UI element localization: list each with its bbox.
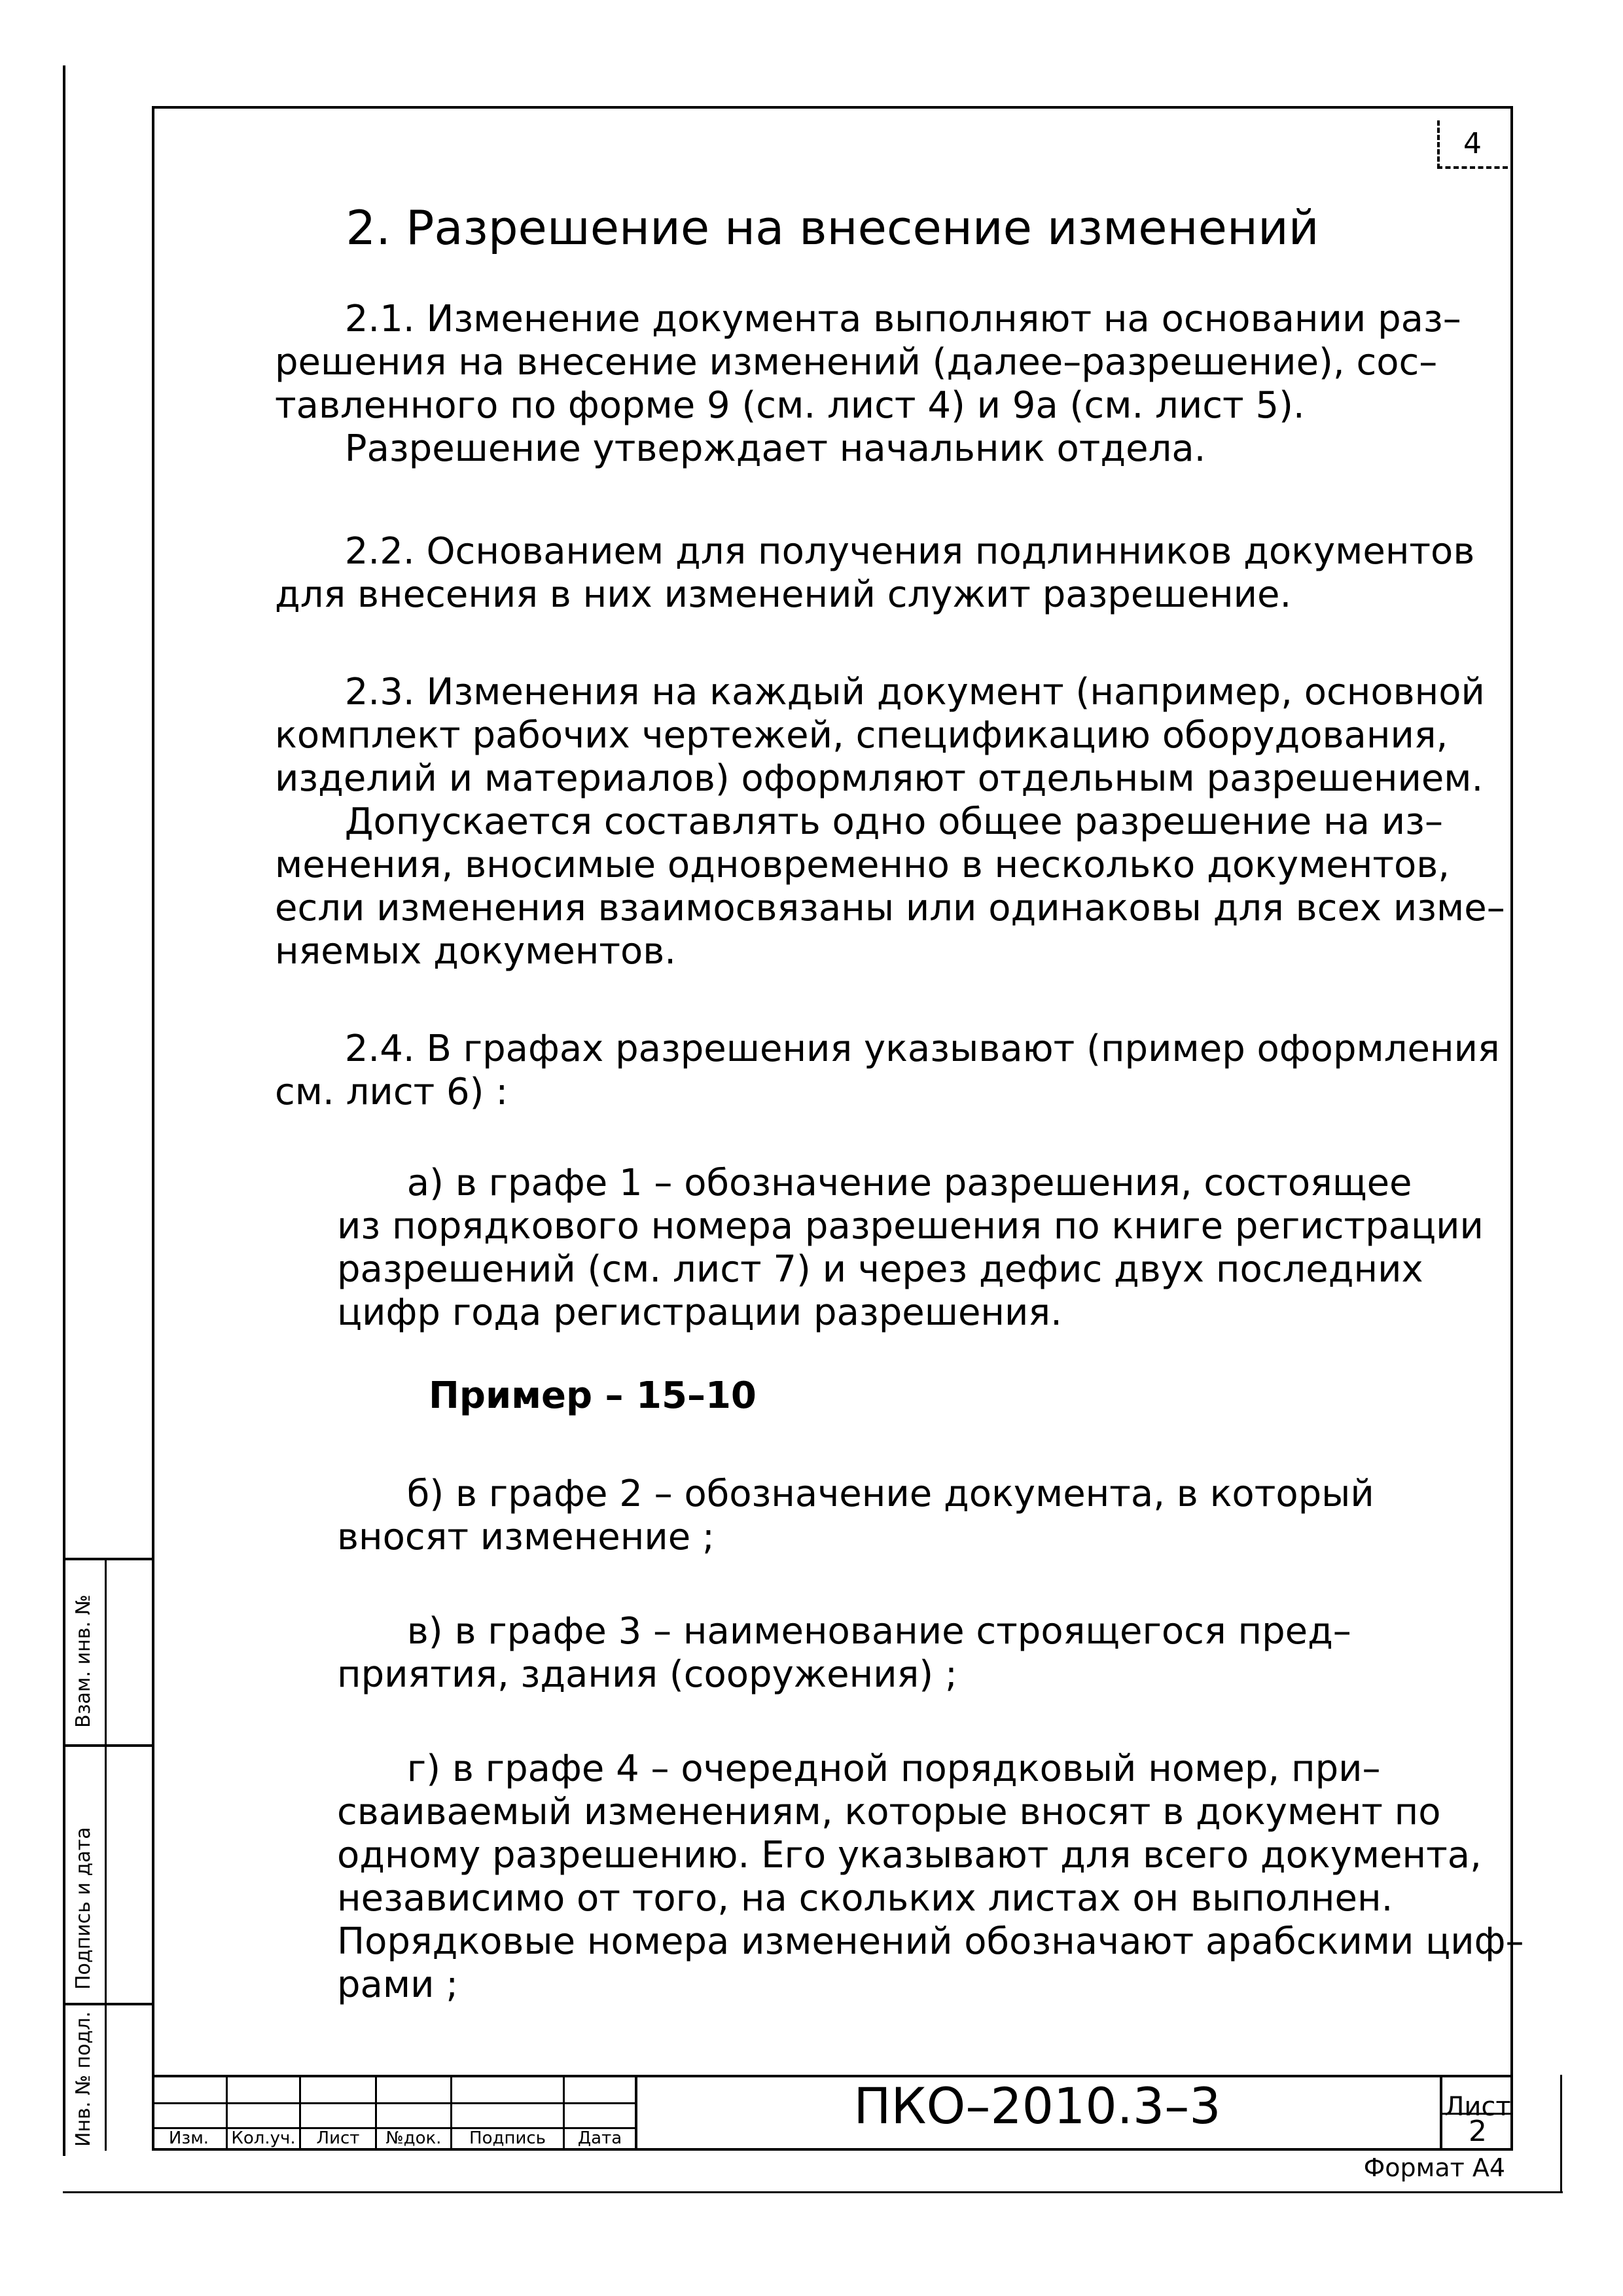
section-title: 2. Разрешение на внесение изменений <box>346 200 1319 255</box>
page-number: 4 <box>1463 127 1482 160</box>
side-label-vzam-inv: Взам. инв. № <box>72 1594 95 1728</box>
column-list: Лист <box>316 2128 360 2148</box>
sheet-number: 2 <box>1469 2115 1487 2148</box>
side-stamp-divider-1 <box>63 1744 152 1747</box>
item-v: в) в графе 3 – наименование строящегося пред– приятия, здания (сооружения) ; <box>337 1610 1351 1696</box>
column-n-dok: №док. <box>385 2128 442 2148</box>
bottom-border-line <box>63 2191 1563 2193</box>
sheet-label: Лист <box>1444 2092 1511 2122</box>
format-label: Формат А4 <box>1363 2153 1505 2182</box>
paragraph-2-1: 2.1. Изменение документа выполняют на основании раз– решения на внесение изменений (далее–разрешение), сос– тавленного по форме 9 (см. лист 4) и 9а (см. лист 5). Разрешение утверждает начальник отдела. <box>275 298 1461 470</box>
column-data: Дата <box>577 2128 622 2148</box>
paragraph-2-3: 2.3. Изменения на каждый документ (например, основной комплект рабочих чертежей, спецификацию оборудования, изделий и материалов) оформляют отдельным разрешением. Допускается составлять одно общее разрешение на из– менения, вносимые одновременно в несколько документов, если изменения взаимосвязаны или одинаковы для всех изме– няемых документов. <box>275 671 1505 973</box>
side-label-podpis-data: Подпись и дата <box>72 1827 95 1990</box>
paragraph-2-4: 2.4. В графах разрешения указывают (пример оформления см. лист 6) : <box>275 1028 1500 1113</box>
example-line: Пример – 15–10 <box>429 1374 757 1417</box>
side-label-inv-podl: Инв. № подл. <box>72 2011 95 2147</box>
side-stamp-divider-2 <box>63 2003 152 2005</box>
column-izm: Изм. <box>168 2128 209 2148</box>
document-code: ПКО–2010.3–3 <box>853 2077 1221 2135</box>
item-a: а) в графе 1 – обозначение разрешения, состоящее из порядкового номера разрешения по книге регистрации разрешений (см. лист 7) и через дефис двух последних цифр года регистрации разрешения. <box>337 1162 1484 1334</box>
column-kol-uch: Кол.уч. <box>231 2128 296 2148</box>
paragraph-2-2: 2.2. Основанием для получения подлинников документов для внесения в них изменений служит разрешение. <box>275 530 1475 616</box>
side-stamp-column <box>105 1558 107 2151</box>
item-g: г) в графе 4 – очередной порядковый номер, при– сваиваемый изменениям, которые вносят в документ по одному разрешению. Его указывают для всего документа, независимо от того, на скольких листах он выполнен. Порядковые номера изменений обозначают арабскими циф– рами ; <box>337 1748 1524 2006</box>
column-podpis: Подпись <box>469 2128 546 2148</box>
item-b: б) в графе 2 – обозначение документа, в который вносят изменение ; <box>337 1473 1374 1558</box>
right-border-line <box>1560 2075 1562 2193</box>
